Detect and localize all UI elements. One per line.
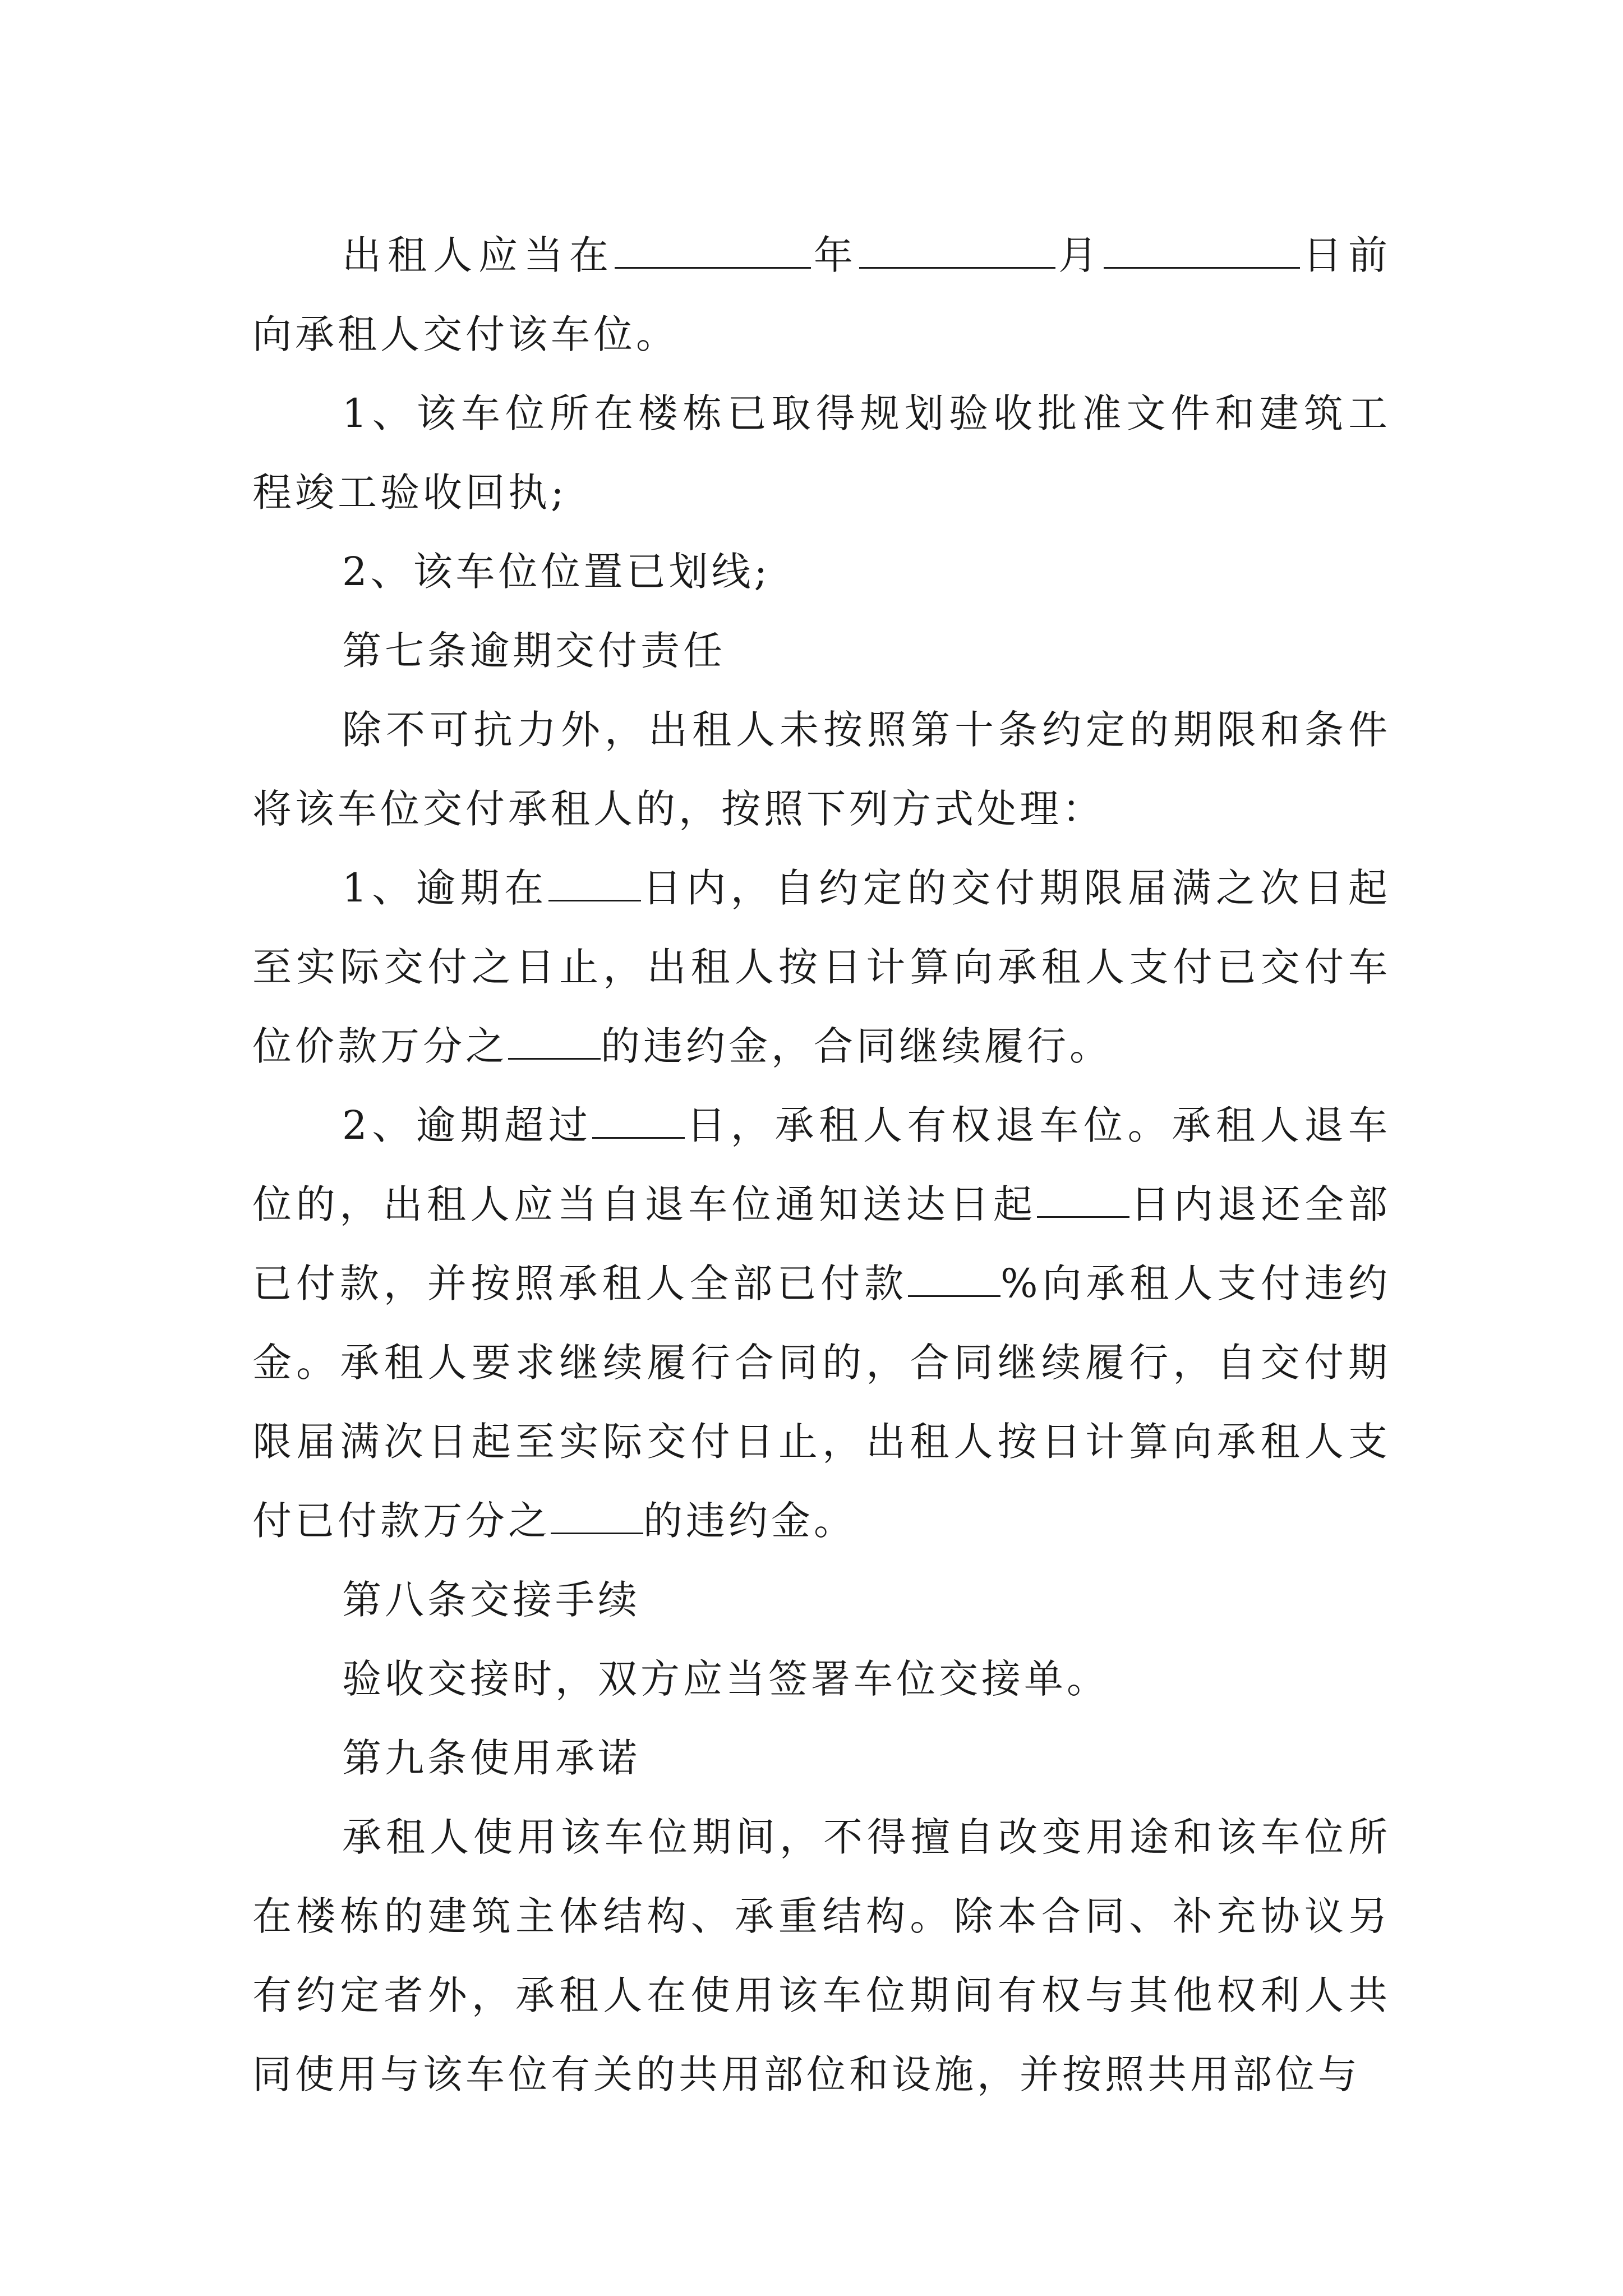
paragraph-overdue-2 — [252, 1086, 1391, 1561]
paragraph-overdue-1 — [252, 849, 1391, 1086]
text-segment: 月 — [1055, 232, 1104, 278]
document-body — [252, 216, 1391, 2114]
text-segment: 的违约金。 — [643, 1498, 856, 1544]
heading-article-8: 第八条交接手续 — [342, 1577, 640, 1623]
text-segment: %向承租人支付违约金。承租人要求继续履行合同的，合同继续履行，自交付期限届满次日起至实际交付日止，出租人按日计算向承租人支付已付款万分之 — [252, 1260, 1391, 1544]
text-segment: 日前向承租人交付该车位。 — [252, 232, 1391, 357]
blank-rate — [508, 1027, 601, 1060]
blank-day — [1104, 236, 1300, 269]
blank-year — [615, 236, 811, 269]
text-segment: 1、逾期在 — [342, 865, 548, 911]
blank-days — [592, 1106, 685, 1139]
text-segment: 2、逾期超过 — [342, 1102, 593, 1148]
text-segment: 日内，自约定的交付期限届满之次日起至实际交付之日止，出租人按日计算向承租人支付已交付车位价款万分之 — [252, 865, 1391, 1069]
paragraph-delivery-date — [252, 216, 1391, 374]
text-segment: 日内退还全部已付款，并按照承租人全部已付款 — [252, 1181, 1391, 1306]
paragraph-condition-2: 2、该车位位置已划线; — [342, 549, 771, 595]
paragraph-condition-1: 1、该车位所在楼栋已取得规划验收批准文件和建筑工程竣工验收回执; — [252, 390, 1391, 516]
text-segment: 日，承租人有权退车位。承租人退车位的，出租人应当自退车位通知送达日起 — [252, 1102, 1391, 1227]
text-segment: 出租人应当在 — [342, 232, 615, 278]
blank-refund-days — [1037, 1185, 1129, 1218]
heading-article-9: 第九条使用承诺 — [342, 1735, 640, 1781]
blank-days — [548, 868, 641, 901]
paragraph-usage-commitment: 承租人使用该车位期间，不得擅自改变用途和该车位所在楼栋的建筑主体结构、承重结构。除本合同、补充协议另有约定者外，承租人在使用该车位期间有权与其他权利人共同使用与该车位有关的共用部位和设施，并按照共用部位与 — [252, 1814, 1391, 2097]
text-segment: 的违约金，合同继续履行。 — [601, 1023, 1112, 1069]
heading-article-7: 第七条逾期交付责任 — [342, 628, 726, 674]
text-segment: 年 — [811, 232, 859, 278]
blank-month — [859, 236, 1055, 269]
blank-percent — [908, 1264, 1000, 1297]
paragraph-force-majeure: 除不可抗力外，出租人未按照第十条约定的期限和条件将该车位交付承租人的，按照下列方式处理： — [252, 707, 1391, 832]
paragraph-handover: 验收交接时，双方应当签署车位交接单。 — [342, 1656, 1109, 1702]
blank-rate — [551, 1501, 643, 1534]
